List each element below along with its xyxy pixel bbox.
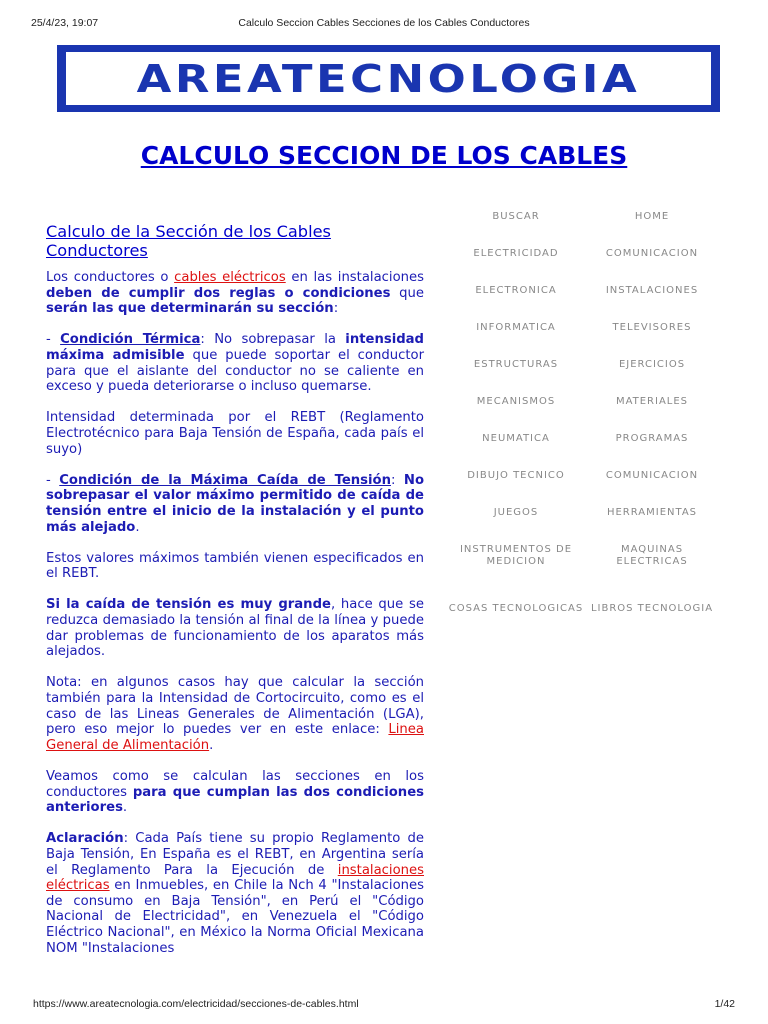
text: . — [122, 800, 128, 816]
nav-estructuras[interactable]: ESTRUCTURAS — [473, 359, 559, 370]
article-heading: Calculo de la Sección de los Cables Conductores — [46, 222, 331, 260]
print-date: 25/4/23, 19:07 — [31, 17, 99, 29]
logo-text: AREATECNOLOGIA — [136, 56, 641, 101]
nav-comunicacion-2[interactable]: COMUNICACION — [605, 470, 699, 481]
nav-neumatica[interactable]: NEUMATICA — [482, 433, 550, 444]
nav-materiales[interactable]: MATERIALES — [615, 396, 689, 407]
nav-programas[interactable]: PROGRAMAS — [615, 433, 689, 444]
bold-text: deben de cumplir dos reglas o condiciones — [46, 285, 391, 301]
paragraph-3: Intensidad determinada por el REBT (Reglamento Electrotécnico para Baja Tensión de España, cada país el suyo) — [46, 410, 424, 457]
main-title — [0, 141, 768, 170]
bold-text: intensidad máxima admisible — [46, 332, 424, 363]
bold-text: Si la caída de tensión es muy grande — [46, 597, 331, 613]
paragraph-8 — [46, 769, 424, 816]
site-logo[interactable] — [57, 45, 720, 112]
text: - — [46, 332, 61, 348]
nav-electricidad[interactable]: ELECTRICIDAD — [473, 248, 559, 259]
nav-comunicacion[interactable]: COMUNICACION — [605, 248, 699, 259]
paragraph-2 — [46, 332, 424, 394]
text: . — [135, 519, 140, 535]
nav-maquinas-electricas[interactable]: MAQUINAS ELECTRICAS — [616, 544, 688, 567]
bold-text: No sobrepasar el valor máximo permitido de caída de tensión entre el inicio de la instalación y el punto más alejado — [46, 472, 425, 535]
condicion-termica-label: Condición Térmica — [60, 332, 201, 348]
link-instalaciones-electricas[interactable]: instalaciones eléctricas — [46, 862, 424, 894]
print-page-title: Calculo Seccion Cables Secciones de los Cables Conductores — [238, 17, 530, 29]
text: en las instalaciones — [285, 270, 424, 285]
text: : No sobrepasar la — [200, 332, 346, 348]
text: Nota: en algunos casos hay que calcular la sección también para la Intensidad de Cortocircuito, como es el caso de las Lineas Generales de Alimentación (LGA), pero eso mejor lo puedes ver en este enlace: — [46, 675, 424, 738]
nav-electronica[interactable]: ELECTRONICA — [475, 285, 557, 296]
text: - — [46, 472, 60, 488]
text: . — [209, 737, 214, 753]
print-page-number: 1/42 — [714, 998, 735, 1010]
paragraph-1 — [46, 270, 424, 317]
text: Los conductores o — [46, 270, 175, 285]
text: que — [390, 285, 424, 301]
nav-libros-tecnologia[interactable]: LIBROS TECNOLOGIA — [590, 603, 714, 614]
nav-cosas-tecnologicas[interactable]: COSAS TECNOLOGICAS — [448, 603, 584, 614]
paragraph-4 — [46, 473, 424, 535]
logo-inner — [66, 52, 711, 105]
link-linea-general[interactable]: Linea General de Alimentación — [46, 722, 424, 753]
nav-mecanismos[interactable]: MECANISMOS — [476, 396, 556, 407]
nav-juegos[interactable]: JUEGOS — [493, 507, 539, 518]
bold-text: Aclaración — [46, 831, 124, 847]
text: : — [391, 472, 404, 488]
text: : — [333, 301, 339, 317]
paragraph-6 — [46, 597, 424, 659]
text: , hace que se reduzca demasiado la tensión al final de la línea y puede dar problemas de funcionamiento de los aparatos más alejados. — [46, 597, 424, 660]
article — [46, 222, 424, 972]
nav-dibujo-tecnico[interactable]: DIBUJO TECNICO — [467, 470, 565, 481]
nav-home[interactable]: HOME — [634, 211, 670, 222]
paragraph-5: Estos valores máximos también vienen especificados en el REBT. — [46, 550, 424, 582]
main-title-link[interactable]: CALCULO SECCION DE LOS CABLES — [140, 141, 628, 170]
paragraph-7 — [46, 675, 424, 753]
nav-instalaciones[interactable]: INSTALACIONES — [605, 285, 699, 296]
bold-text: serán las que determinarán su sección — [46, 301, 334, 317]
print-header — [31, 17, 737, 31]
category-nav — [448, 206, 720, 657]
print-footer — [33, 998, 735, 1012]
bold-text: para que cumplan las dos condiciones anteriores — [46, 784, 424, 816]
paragraph-9 — [46, 831, 424, 956]
link-cables-electricos[interactable]: cables eléctricos — [174, 270, 286, 285]
nav-informatica[interactable]: INFORMATICA — [476, 322, 556, 333]
nav-herramientas[interactable]: HERRAMIENTAS — [606, 507, 698, 518]
nav-instrumentos-medicion[interactable]: INSTRUMENTOS DE MEDICION — [459, 544, 573, 567]
text: en Inmuebles, en Chile la Nch 4 "Instalaciones de consumo en Baja Tensión", en Perú el "Código Nacional de Electricidad", en Venezuela el "Código Eléctrico Nacional", en México la Norma Oficial Mexicana NOM "Instalaciones — [46, 878, 424, 956]
text: que puede soportar el conductor para que el aislante del conductor no se caliente en exceso y pueda deteriorarse o incluso quemarse. — [46, 347, 424, 395]
print-url: https://www.areatecnologia.com/electricidad/secciones-de-cables.html — [33, 998, 359, 1010]
nav-televisores[interactable]: TELEVISORES — [612, 322, 692, 333]
condicion-caida-label: Condición de la Máxima Caída de Tensión — [59, 472, 391, 488]
text: Veamos como se calculan las secciones en los conductores — [46, 769, 424, 800]
nav-buscar[interactable]: BUSCAR — [492, 211, 540, 222]
nav-ejercicios[interactable]: EJERCICIOS — [618, 359, 686, 370]
text: : Cada País tiene su propio Reglamento de Baja Tensión, En España es el REBT, en Argentina sería el Reglamento Para la Ejecución de — [46, 831, 424, 878]
